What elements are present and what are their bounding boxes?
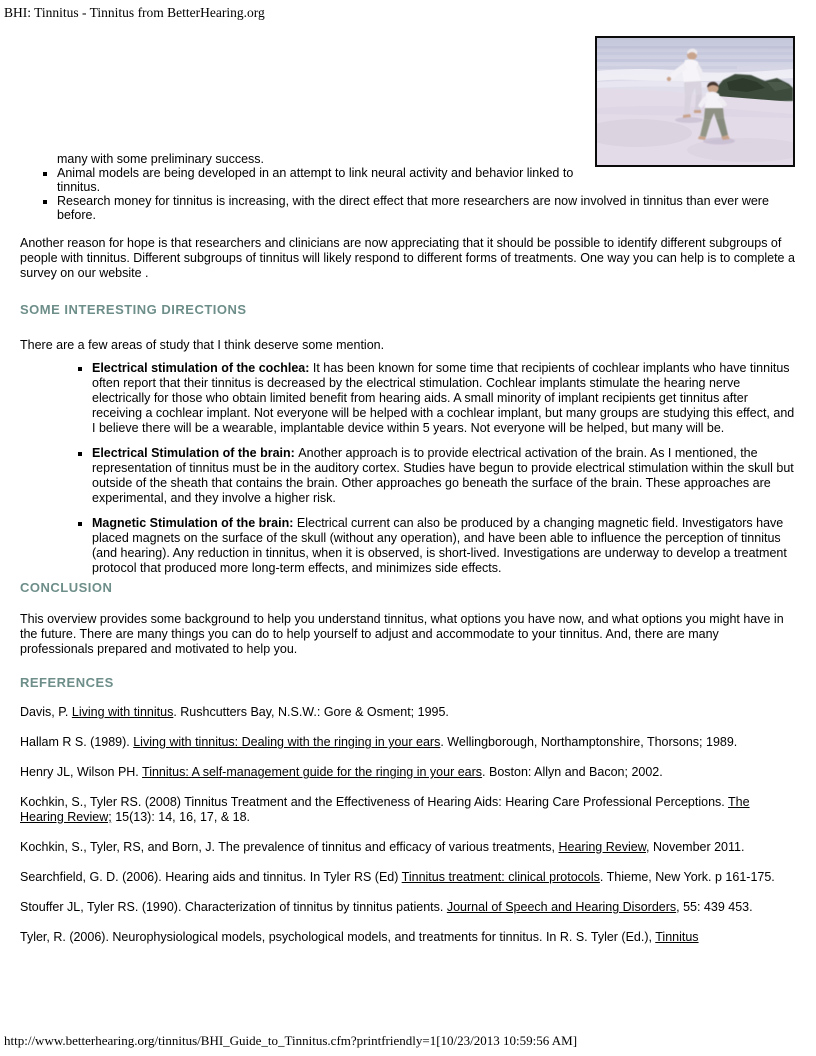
reference-text: , November 2011. — [646, 840, 745, 854]
reference-entry — [20, 795, 795, 825]
bullet-lead: Electrical Stimulation of the brain: — [92, 446, 299, 460]
beach-photo — [595, 36, 795, 167]
bullet-text: It has been known for some time that recipients of cochlear implants who have tinnitus often report that their tinnitus is decreased by the electrical stimulation. Cochlear implants stimulate the hearing nerve electrically for those who obtain limited benefit from hearing aids. A small minority of implant recipients get tinnitus after receiving a cochlear implant. Not everyone will be helped with a cochlear implant, but many groups are studying this effect, and I believe there will be a wearable, implantable device within 5 years. Not everyone will be helped, but many will be. — [92, 361, 795, 435]
list-continuation-line: many with some preliminary success. — [57, 152, 265, 166]
reference-text: Henry JL, Wilson PH. — [20, 765, 143, 779]
section-heading-references: REFERENCES — [20, 675, 114, 690]
reference-entry — [20, 765, 795, 780]
reference-text: , 55: 439 453. — [676, 900, 753, 914]
list-item — [92, 361, 795, 436]
reference-text: Searchfield, G. D. (2006). Hearing aids and tinnitus. In Tyler RS (Ed) — [20, 870, 402, 884]
list-item: ▪ Animal models are being developed in an attempt to link neural activity and behavior linked to tinnitus. — [57, 166, 602, 194]
reference-link[interactable]: Living with tinnitus: Dealing with the ringing in your ears — [133, 735, 441, 749]
bullet-text: Another approach is to provide electrical activation of the brain. As I mentioned, the representation of tinnitus must be in the auditory cortex. Studies have begun to provide electrical stimulation within the skull but outside of the sheath that contains the brain. Other approaches go beneath the surface of the brain. These approaches are experimental, and they involve a higher risk. — [92, 446, 794, 505]
directions-list — [20, 361, 795, 576]
list-item: ▪ Research money for tinnitus is increasing, with the direct effect that more researchers are now involved in tinnitus than ever were before. — [57, 194, 795, 222]
directions-intro: There are a few areas of study that I think deserve some mention. — [20, 338, 385, 352]
bullet-text: Electrical current can also be produced by a changing magnetic field. Investigators have placed magnets on the surface of the skull (without any operation), and have been able to influence the perception of tinnitus (and hearing). Any reduction in tinnitus, when it is observed, is short-lived. Investigations are underway to develop a treatment protocol that produced more long-term effects, and minimizes side effects. — [92, 516, 787, 575]
page-footer-url: http://www.betterhearing.org/tinnitus/BHI_Guide_to_Tinnitus.cfm?printfriendly=1[10/23/2013 10:59:56 AM] — [4, 1033, 578, 1048]
list-item — [92, 516, 795, 576]
section-heading-directions: SOME INTERESTING DIRECTIONS — [20, 302, 247, 317]
reference-entry — [20, 900, 795, 915]
reference-text: Hallam R S. (1989). — [20, 735, 134, 749]
hope-paragraph: Another reason for hope is that researchers and clinicians are now appreciating that it should be possible to identify different subgroups of people with tinnitus. Different subgroups of tinnitus will likely respond to different forms of treatments. One way you can help is to complete a survey on our website . — [20, 236, 795, 280]
reference-text: . Thieme, New York. p 161-175. — [599, 870, 775, 884]
conclusion-paragraph: This overview provides some background to help you understand tinnitus, what options you have now, and what options you might have in the future. There are many things you can do to help yourself to adjust and accommodate to your tinnitus. And, there are many professionals prepared and motivated to help you. — [20, 612, 784, 656]
beach-photo-illustration — [597, 38, 793, 165]
reference-link[interactable]: Tinnitus: A self-management guide for the ringing in your ears — [142, 765, 483, 779]
reference-entry — [20, 735, 795, 750]
list-item — [92, 446, 795, 506]
reference-text: Kochkin, S., Tyler, RS, and Born, J. The prevalence of tinnitus and efficacy of various treatments, — [20, 840, 559, 854]
reference-link[interactable]: The Hearing Review; — [20, 795, 750, 824]
reference-link[interactable]: Living with tinnitus — [71, 705, 174, 719]
reference-entry — [20, 870, 795, 885]
reference-entry — [20, 930, 795, 945]
reference-link[interactable]: Journal of Speech and Hearing Disorders — [446, 900, 677, 914]
reference-text: . Rushcutters Bay, N.S.W.: Gore & Osment; 1995. — [173, 705, 449, 719]
reference-text: Tyler, R. (2006). Neurophysiological models, psychological models, and treatments for tinnitus. In R. S. Tyler (Ed.), — [20, 930, 656, 944]
reference-entry — [20, 840, 795, 855]
reference-text: . Wellingborough, Northamptonshire, Thorsons; 1989. — [440, 735, 738, 749]
reference-entry — [20, 705, 795, 720]
reference-text: . Boston: Allyn and Bacon; 2002. — [482, 765, 663, 779]
page-header-title: BHI: Tinnitus - Tinnitus from BetterHearing.org — [4, 5, 265, 20]
reference-link[interactable]: Tinnitus treatment: clinical protocols — [401, 870, 600, 884]
section-heading-conclusion: CONCLUSION — [20, 580, 113, 595]
document-body — [20, 152, 795, 945]
bullet-lead: Electrical stimulation of the cochlea: — [92, 361, 313, 375]
bullet-lead: Magnetic Stimulation of the brain: — [92, 516, 297, 530]
reference-link[interactable]: Hearing Review — [558, 840, 647, 854]
reference-text: 15(13): 14, 16, 17, & 18. — [111, 810, 251, 824]
reference-link[interactable]: Tinnitus — [655, 930, 699, 944]
hope-bullet-list — [20, 166, 795, 222]
reference-text: Kochkin, S., Tyler RS. (2008) Tinnitus Treatment and the Effectiveness of Hearing Aids: Hearing Care Professional Perceptions. — [20, 795, 729, 809]
reference-text: Stouffer JL, Tyler RS. (1990). Characterization of tinnitus by tinnitus patients. — [20, 900, 447, 914]
reference-text: Davis, P. — [20, 705, 72, 719]
